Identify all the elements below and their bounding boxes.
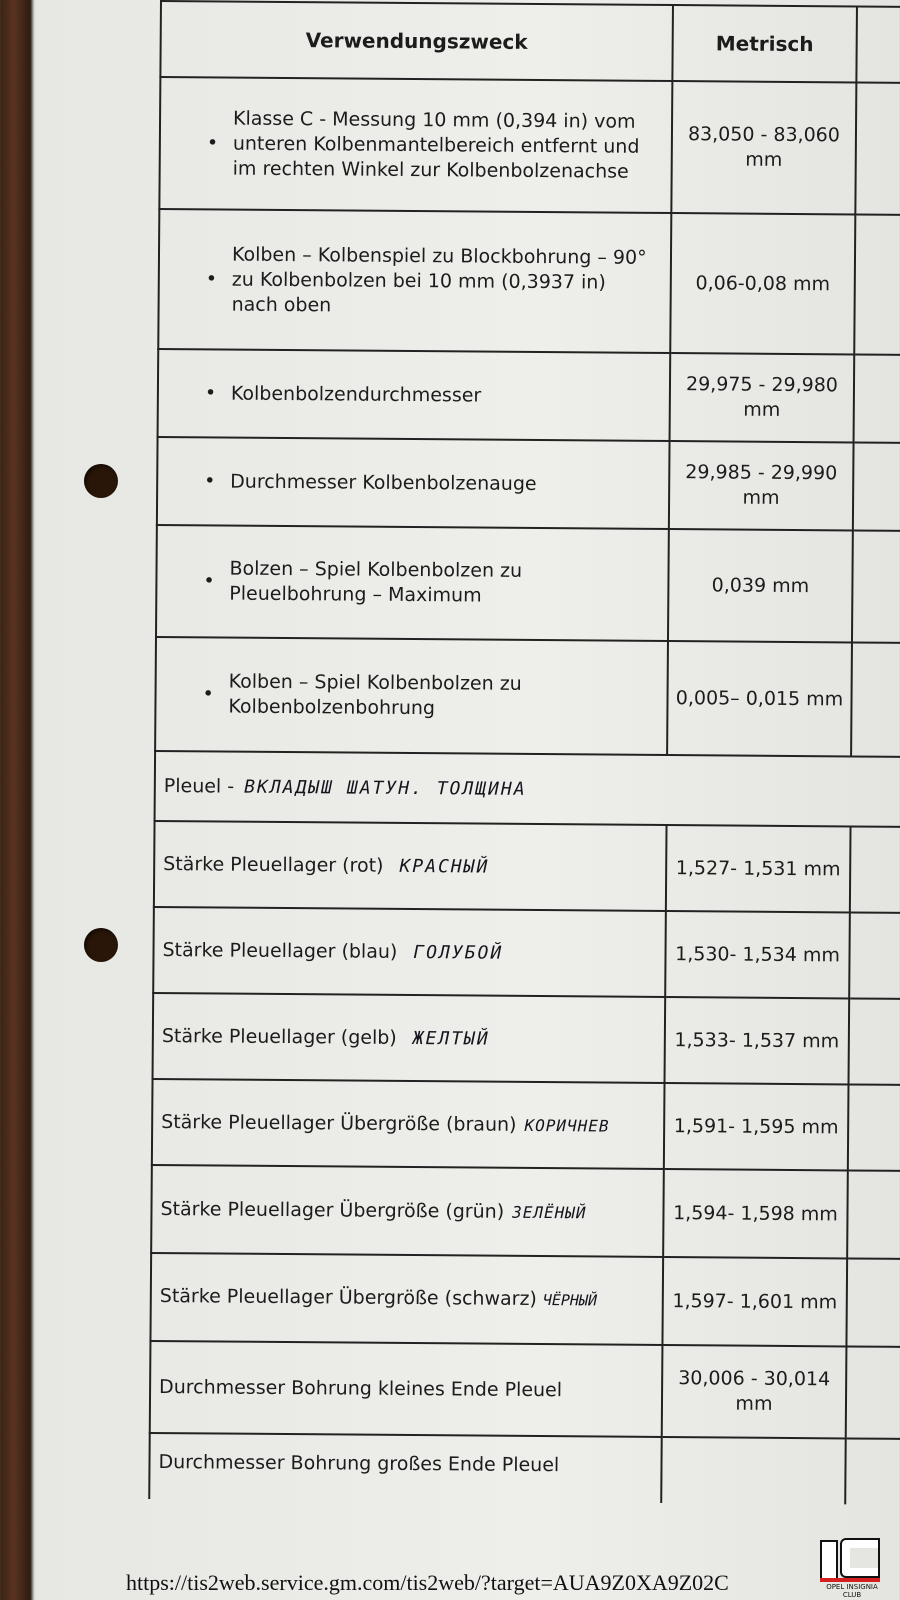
row-value: 0,06-0,08 mm bbox=[670, 213, 855, 354]
punch-hole bbox=[84, 464, 118, 498]
section-label: Pleuel - bbox=[163, 774, 235, 798]
table-row bbox=[158, 349, 900, 443]
row-value: 1,530- 1,534 mm bbox=[665, 911, 850, 998]
row-purpose: Stärke Pleuellager (rot) bbox=[163, 852, 384, 877]
row-purpose: • Kolbenbolzendurchmesser bbox=[158, 349, 671, 441]
handwritten-note: ЗЕЛЁНЫЙ bbox=[512, 1202, 587, 1222]
row-purpose: Stärke Pleuellager Übergröße (schwarz) bbox=[159, 1285, 537, 1310]
handwritten-note: КРАСНЫЙ bbox=[399, 855, 490, 878]
table-row bbox=[152, 1079, 900, 1171]
spec-table bbox=[148, 0, 900, 1505]
row-purpose: Durchmesser Bohrung kleines Ende Pleuel bbox=[159, 1375, 563, 1401]
club-logo bbox=[820, 1540, 884, 1599]
logo-text: OPEL INSIGNIA CLUB bbox=[826, 1583, 878, 1599]
handwritten-note: КОРИЧНЕВ bbox=[524, 1115, 610, 1136]
column-header-extra bbox=[856, 6, 900, 83]
table-row bbox=[154, 821, 900, 913]
table-row bbox=[159, 77, 900, 215]
row-value: 0,039 mm bbox=[668, 529, 853, 642]
table-row bbox=[150, 1341, 900, 1439]
handwritten-note: ВКЛАДЫШ ШАТУН. ТОЛЩИНА bbox=[244, 776, 527, 800]
row-value bbox=[661, 1437, 846, 1504]
column-header-metric: Metrisch bbox=[672, 5, 857, 82]
spec-sheet bbox=[148, 0, 900, 1505]
handwritten-note: ЧЁРНЫЙ bbox=[542, 1291, 598, 1310]
row-value: 29,975 - 29,980 mm bbox=[670, 353, 855, 442]
row-value: 83,050 - 83,060 mm bbox=[671, 81, 856, 214]
handwritten-note: ГОЛУБОЙ bbox=[413, 941, 504, 964]
row-value: 1,527- 1,531 mm bbox=[666, 825, 851, 912]
paper-edge bbox=[30, 0, 36, 1600]
table-row bbox=[150, 1253, 900, 1347]
table-row bbox=[151, 1165, 900, 1259]
row-value: 1,597- 1,601 mm bbox=[662, 1257, 847, 1346]
row-value: 1,591- 1,595 mm bbox=[664, 1083, 849, 1170]
row-purpose: • Bolzen – Spiel Kolbenbolzen zu Pleuelbohrung – Maximum bbox=[156, 525, 669, 641]
table-row bbox=[153, 993, 900, 1085]
row-value: 1,533- 1,537 mm bbox=[665, 997, 850, 1084]
row-purpose: • Durchmesser Kolbenbolzenauge bbox=[157, 437, 670, 529]
row-purpose: • Kolben – Kolbenspiel zu Blockbohrung – 90° zu Kolbenbolzen bei 10 mm (0,3937 in) nach oben bbox=[158, 209, 671, 353]
table-header-row bbox=[160, 1, 900, 83]
row-purpose: • Kolben – Spiel Kolbenbolzen zu Kolbenbolzenbohrung bbox=[155, 637, 668, 755]
row-purpose: Stärke Pleuellager Übergröße (braun) bbox=[161, 1110, 517, 1136]
table-row bbox=[149, 1433, 900, 1505]
table-row bbox=[153, 907, 900, 999]
punch-hole bbox=[84, 928, 118, 962]
row-value: 29,985 - 29,990 mm bbox=[669, 441, 854, 530]
row-purpose: Stärke Pleuellager (blau) bbox=[162, 938, 398, 963]
row-purpose: • Klasse C - Messung 10 mm (0,394 in) vom unteren Kolbenmantelbereich entfernt und im rechten Winkel zur Kolbenbolzenachse bbox=[159, 77, 672, 213]
table-row bbox=[157, 437, 900, 531]
column-header-purpose: Verwendungszweck bbox=[160, 1, 673, 81]
table-row bbox=[156, 525, 900, 643]
row-purpose: Durchmesser Bohrung großes Ende Pleuel bbox=[158, 1451, 560, 1477]
row-purpose: Stärke Pleuellager Übergröße (grün) bbox=[160, 1197, 505, 1223]
footer-url: https://tis2web.service.gm.com/tis2web/?target=AUA9Z0XA9Z02C bbox=[126, 1570, 729, 1595]
table-row bbox=[155, 637, 900, 757]
row-purpose: Stärke Pleuellager (gelb) bbox=[161, 1024, 397, 1049]
row-value: 1,594- 1,598 mm bbox=[663, 1169, 848, 1258]
table-row bbox=[158, 209, 900, 355]
row-value: 30,006 - 30,014 mm bbox=[662, 1345, 847, 1438]
row-value: 0,005– 0,015 mm bbox=[667, 641, 852, 756]
section-header-row bbox=[155, 751, 900, 827]
handwritten-note: ЖЕЛТЫЙ bbox=[412, 1027, 490, 1050]
